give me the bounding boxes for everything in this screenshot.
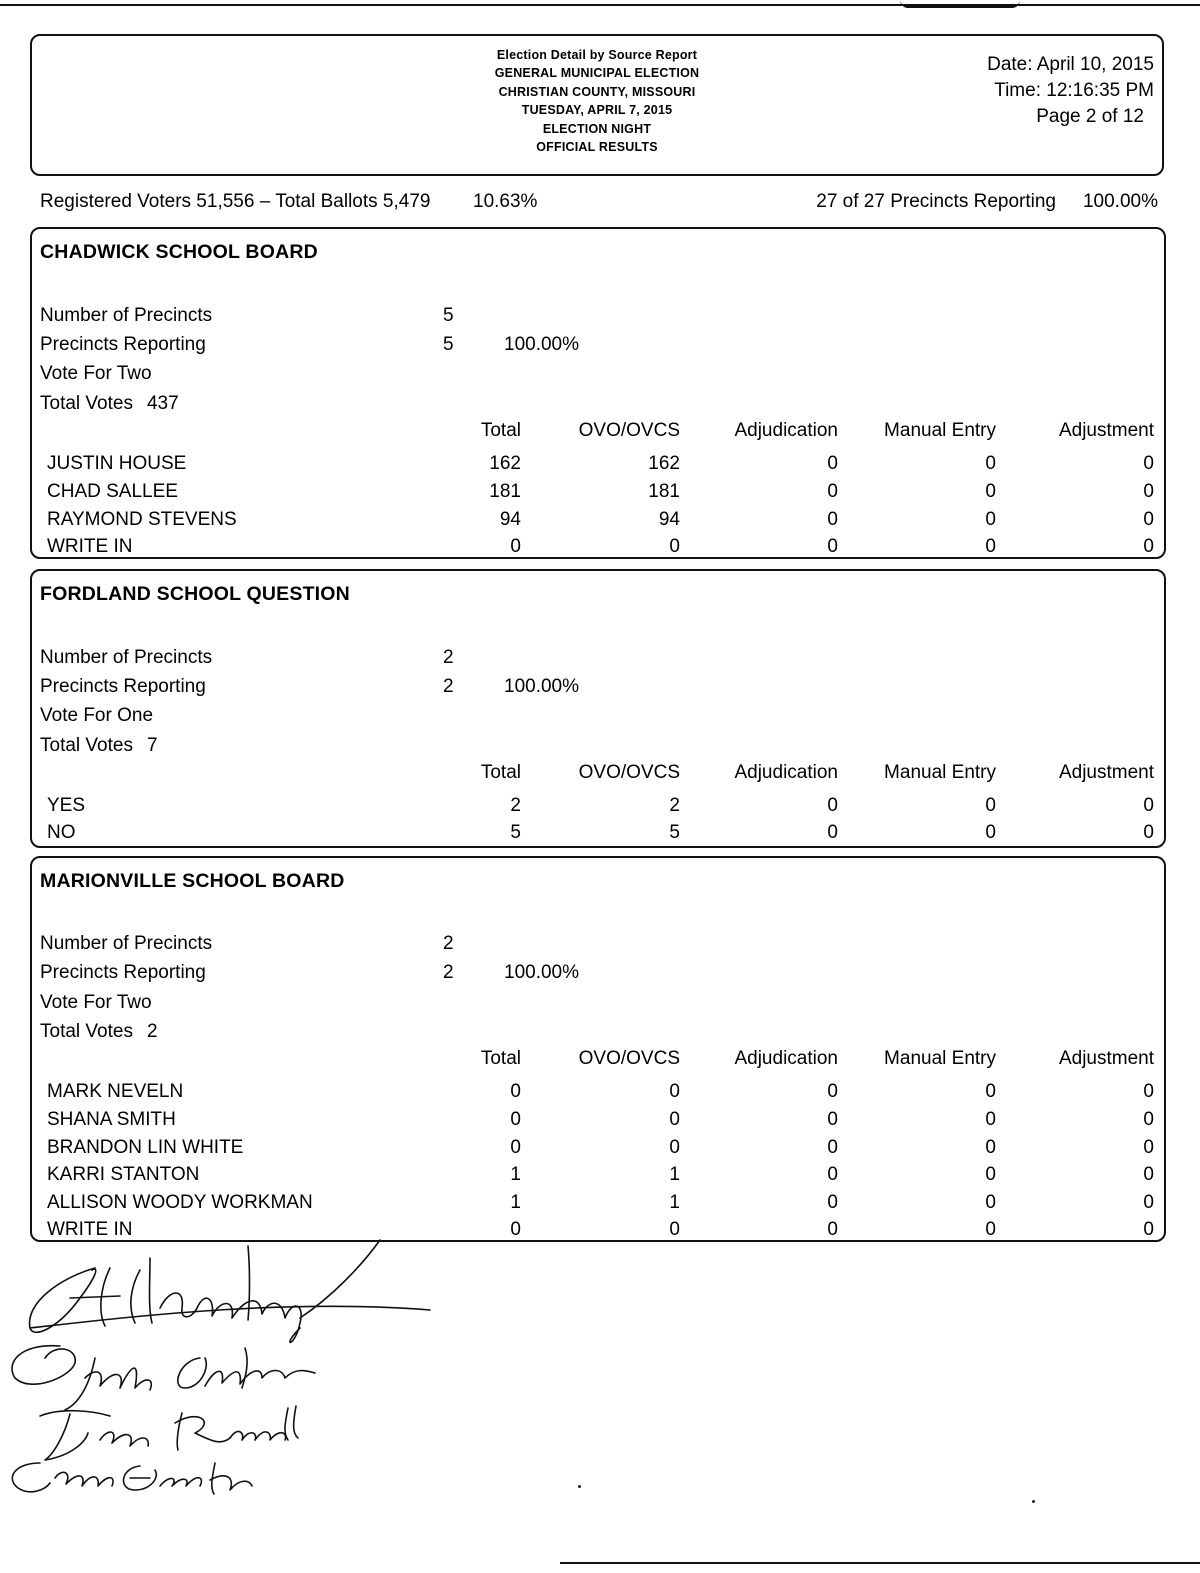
election-date: TUESDAY, APRIL 7, 2015 — [521, 103, 673, 118]
cell-adjustment: 0 — [1143, 1192, 1154, 1213]
cell-adjudication: 0 — [827, 1137, 838, 1158]
cell-adjustment: 0 — [1143, 1109, 1154, 1130]
candidate-row — [32, 1081, 1164, 1107]
cell-adjudication: 0 — [827, 1164, 838, 1185]
cell-adjustment: 0 — [1143, 1219, 1154, 1240]
meta-label: Vote For Two — [40, 992, 152, 1013]
col-adjudication: Adjudication — [734, 762, 838, 783]
col-total: Total — [480, 762, 521, 783]
cell-manual-entry: 0 — [985, 1219, 996, 1240]
cell-manual-entry: 0 — [985, 1081, 996, 1102]
cell-ovo: 5 — [669, 822, 680, 843]
total-votes — [40, 735, 158, 761]
report-date: Date: April 10, 2015 — [987, 54, 1154, 75]
meta-label: Total Votes — [40, 393, 133, 414]
cell-manual-entry: 0 — [985, 453, 996, 474]
cell-ovo: 0 — [669, 1081, 680, 1102]
col-ovo: OVO/OVCS — [578, 420, 680, 441]
candidate-row — [32, 481, 1164, 507]
cell-adjudication: 0 — [827, 822, 838, 843]
meta-percent: 100.00% — [504, 334, 580, 355]
candidate-name: ALLISON WOODY WORKMAN — [47, 1192, 313, 1213]
meta-percent: 100.00% — [504, 962, 580, 983]
cell-total: 5 — [510, 822, 521, 843]
meta-label: Vote For One — [40, 705, 154, 726]
meta-value: 2 — [146, 1021, 158, 1042]
meta-value: 7 — [146, 735, 158, 756]
precincts-reporting — [40, 676, 580, 702]
cell-adjudication: 0 — [827, 1081, 838, 1102]
meta-label: Precincts Reporting — [40, 962, 206, 983]
race-title: MARIONVILLE SCHOOL BOARD — [40, 870, 345, 892]
cell-manual-entry: 0 — [985, 536, 996, 557]
cell-adjustment: 0 — [1143, 536, 1154, 557]
signature-block — [0, 1228, 460, 1508]
cell-total: 162 — [489, 453, 521, 474]
cell-total: 2 — [510, 795, 521, 816]
cell-total: 0 — [510, 1109, 521, 1130]
candidate-name: WRITE IN — [47, 536, 133, 557]
col-adjustment: Adjustment — [1058, 1048, 1154, 1069]
turnout-summary — [40, 191, 1158, 217]
candidate-name: WRITE IN — [47, 1219, 133, 1240]
meta-value: 5 — [443, 334, 454, 355]
cell-adjudication: 0 — [827, 1192, 838, 1213]
candidate-name: RAYMOND STEVENS — [47, 509, 237, 530]
report-meta — [987, 52, 1154, 130]
cell-manual-entry: 0 — [985, 1192, 996, 1213]
meta-value: 2 — [443, 647, 454, 668]
candidate-name: CHAD SALLEE — [47, 481, 178, 502]
meta-label: Number of Precincts — [40, 305, 213, 326]
registered-voters: Registered Voters 51,556 – Total Ballots 5,479 — [40, 191, 431, 212]
cell-adjustment: 0 — [1143, 795, 1154, 816]
cell-manual-entry: 0 — [985, 1164, 996, 1185]
meta-percent: 100.00% — [504, 676, 580, 697]
meta-value: 5 — [443, 305, 454, 326]
signature-2 — [12, 1346, 315, 1410]
meta-label: Total Votes — [40, 1021, 133, 1042]
cell-adjustment: 0 — [1143, 453, 1154, 474]
cell-adjustment: 0 — [1143, 481, 1154, 502]
candidate-row — [32, 1137, 1164, 1163]
choice-row — [32, 795, 1164, 821]
cell-adjudication: 0 — [827, 536, 838, 557]
cell-total: 94 — [499, 509, 521, 530]
cell-adjustment: 0 — [1143, 1081, 1154, 1102]
number-of-precincts — [40, 305, 454, 331]
cell-adjudication: 0 — [827, 509, 838, 530]
cell-ovo: 0 — [669, 1219, 680, 1240]
cell-ovo: 1 — [669, 1192, 680, 1213]
vote-for — [40, 363, 152, 389]
total-votes — [40, 1021, 158, 1047]
race-marionville-school-board — [30, 856, 1166, 1242]
bottom-rule — [560, 1562, 1200, 1564]
cell-adjustment: 0 — [1143, 509, 1154, 530]
race-chadwick-school-board — [30, 227, 1166, 559]
cell-total: 0 — [510, 1081, 521, 1102]
candidate-row — [32, 1192, 1164, 1218]
cell-adjudication: 0 — [827, 481, 838, 502]
cell-manual-entry: 0 — [985, 1109, 996, 1130]
column-header-row — [32, 762, 1164, 788]
candidate-row — [32, 536, 1164, 562]
cell-adjudication: 0 — [827, 453, 838, 474]
col-adjudication: Adjudication — [734, 1048, 838, 1069]
number-of-precincts — [40, 933, 454, 959]
cell-manual-entry: 0 — [985, 481, 996, 502]
turnout-percent: 10.63% — [473, 191, 538, 212]
col-adjustment: Adjustment — [1058, 420, 1154, 441]
col-total: Total — [480, 420, 521, 441]
candidate-row — [32, 1109, 1164, 1135]
cell-ovo: 162 — [648, 453, 680, 474]
candidate-row — [32, 453, 1164, 479]
candidate-name: SHANA SMITH — [47, 1109, 176, 1130]
cell-total: 0 — [510, 536, 521, 557]
signature-1 — [30, 1240, 430, 1342]
col-adjustment: Adjustment — [1058, 762, 1154, 783]
choice-row — [32, 822, 1164, 848]
meta-label: Number of Precincts — [40, 647, 213, 668]
signature-4 — [12, 1463, 252, 1494]
meta-label: Precincts Reporting — [40, 676, 206, 697]
cell-ovo: 94 — [658, 509, 680, 530]
col-ovo: OVO/OVCS — [578, 1048, 680, 1069]
meta-label: Vote For Two — [40, 363, 152, 384]
col-manual-entry: Manual Entry — [884, 1048, 996, 1069]
race-title: CHADWICK SCHOOL BOARD — [40, 241, 318, 263]
race-fordland-school-question — [30, 569, 1166, 848]
cell-manual-entry: 0 — [985, 822, 996, 843]
cell-ovo: 0 — [669, 1137, 680, 1158]
scan-speck — [578, 1485, 581, 1488]
total-votes — [40, 393, 179, 419]
cell-manual-entry: 0 — [985, 1137, 996, 1158]
candidate-name: JUSTIN HOUSE — [47, 453, 187, 474]
meta-value: 2 — [443, 962, 454, 983]
cell-adjudication: 0 — [827, 1219, 838, 1240]
choice-name: NO — [47, 822, 76, 843]
col-manual-entry: Manual Entry — [884, 762, 996, 783]
cell-total: 1 — [510, 1164, 521, 1185]
column-header-row — [32, 1048, 1164, 1074]
signature-3 — [40, 1406, 298, 1460]
cell-total: 0 — [510, 1137, 521, 1158]
cell-ovo: 2 — [669, 795, 680, 816]
vote-for — [40, 705, 153, 731]
cell-total: 1 — [510, 1192, 521, 1213]
report-header — [30, 34, 1164, 176]
county-name: CHRISTIAN COUNTY, MISSOURI — [498, 84, 696, 99]
precincts-reporting — [40, 962, 580, 988]
precincts-reporting — [40, 334, 580, 360]
number-of-precincts — [40, 647, 454, 673]
cell-ovo: 181 — [648, 481, 680, 502]
cell-manual-entry: 0 — [985, 795, 996, 816]
report-status: OFFICIAL RESULTS — [536, 140, 658, 155]
meta-label: Number of Precincts — [40, 933, 213, 954]
cell-adjustment: 0 — [1143, 1164, 1154, 1185]
report-title: Election Detail by Source Report — [496, 48, 698, 62]
vote-for — [40, 992, 152, 1018]
col-manual-entry: Manual Entry — [884, 420, 996, 441]
precincts-percent: 100.00% — [1082, 191, 1158, 212]
race-title: FORDLAND SCHOOL QUESTION — [40, 583, 350, 605]
col-adjudication: Adjudication — [734, 420, 838, 441]
cell-adjustment: 0 — [1143, 1137, 1154, 1158]
scan-speck — [1032, 1500, 1035, 1503]
cell-ovo: 0 — [669, 536, 680, 557]
meta-value: 2 — [443, 676, 454, 697]
candidate-name: MARK NEVELN — [47, 1081, 184, 1102]
report-time: Time: 12:16:35 PM — [994, 80, 1154, 101]
col-ovo: OVO/OVCS — [578, 762, 680, 783]
precincts-reporting: 27 of 27 Precincts Reporting — [816, 191, 1056, 212]
candidate-row — [32, 509, 1164, 535]
choice-name: YES — [47, 795, 86, 816]
report-phase: ELECTION NIGHT — [542, 121, 652, 136]
cell-ovo: 0 — [669, 1109, 680, 1130]
page-number: Page 2 of 12 — [1036, 106, 1144, 127]
cell-adjudication: 0 — [827, 795, 838, 816]
candidate-name: BRANDON LIN WHITE — [47, 1137, 244, 1158]
col-total: Total — [480, 1048, 521, 1069]
top-rule-curve — [900, 0, 1020, 8]
column-header-row — [32, 420, 1164, 446]
cell-manual-entry: 0 — [985, 509, 996, 530]
cell-adjustment: 0 — [1143, 822, 1154, 843]
cell-total: 181 — [489, 481, 521, 502]
meta-value: 437 — [146, 393, 179, 414]
meta-label: Total Votes — [40, 735, 133, 756]
cell-total: 0 — [510, 1219, 521, 1240]
candidate-name: KARRI STANTON — [47, 1164, 200, 1185]
meta-label: Precincts Reporting — [40, 334, 206, 355]
candidate-row — [32, 1164, 1164, 1190]
election-name: GENERAL MUNICIPAL ELECTION — [494, 66, 700, 81]
cell-adjudication: 0 — [827, 1109, 838, 1130]
cell-ovo: 1 — [669, 1164, 680, 1185]
top-rule — [0, 4, 1200, 6]
meta-value: 2 — [443, 933, 454, 954]
